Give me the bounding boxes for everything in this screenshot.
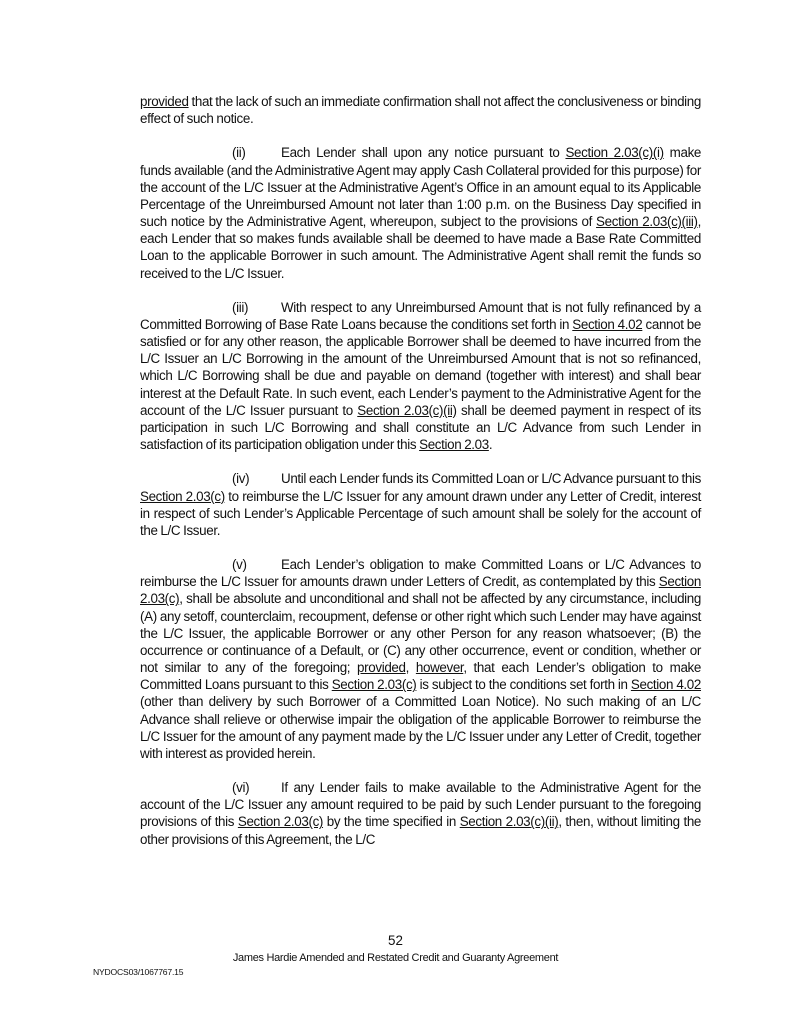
paragraph-number: (vi)	[232, 780, 250, 796]
cross-reference: Section 2.03(c)(ii)	[459, 814, 559, 830]
paragraph-number: (iii)	[232, 299, 249, 315]
cross-reference: Section 2.03(c)	[140, 488, 225, 504]
paragraph-number: (ii)	[232, 145, 246, 161]
cross-reference: Section 2.03(c)	[140, 574, 701, 607]
paragraph-number: (v)	[232, 557, 247, 573]
document-body	[140, 93, 701, 865]
cross-reference: Section 2.03(c)	[331, 677, 417, 693]
cross-reference: provided	[140, 94, 189, 109]
footer-title: James Hardie Amended and Restated Credit and Guaranty Agreement	[232, 952, 559, 964]
cross-reference: however	[415, 660, 464, 676]
paragraph-continuation: provided that the lack of such an immediate confirmation shall not affect the conclusiveness or binding effect of such notice.	[140, 94, 701, 127]
paragraph-vi: (vi) If any Lender fails to make available to the Administrative Agent for the account of the L/C Issuer any amount required to be paid by such Lender pursuant to the foregoing provisions of this Section 2.03(c) by the time specified in Section 2.03(c)(ii), then, without limiting the other provisions of this Agreement, the L/C	[140, 780, 702, 847]
cross-reference: Section 4.02	[572, 317, 643, 332]
paragraph-v: (v) Each Lender’s obligation to make Committed Loans or L/C Advances to reimburse the L/C Issuer for amounts drawn under Letters of Credit, as contemplated by this Section 2.03(c), shall be absolute and unconditional and shall not be affected by any circumstance, including (A) any setoff, counterclaim, recoupment, defense or other right which such Lender may have against the L/C Issuer, the applicable Borrower or any other Person for any reason whatsoever; (B) the occurrence or continuance of a Default, or (C) any other occurrence, event or condition, whether or not similar to any of the foregoing; provided, however, that each Lender’s obligation to make Committed Loans pursuant to this Section 2.03(c) is subject to the conditions set forth in Section 4.02 (other than delivery by such Borrower of a Committed Loan Notice). No such making of an L/C Advance shall relieve or otherwise impair the obligation of the applicable Borrower to reimburse the L/C Issuer for the amount of any payment made by the L/C Issuer under any Letter of Credit, together with interest as provided herein.	[140, 557, 702, 761]
cross-reference: Section 2.03(c)	[237, 814, 324, 830]
document-id: NYDOCS03/1067767.15	[93, 967, 184, 977]
cross-reference: Section 2.03(c)(ii)	[357, 402, 457, 418]
paragraph-number: (iv)	[232, 471, 250, 487]
cross-reference: Section 2.03	[419, 437, 489, 453]
page-number: 52	[388, 933, 403, 948]
cross-reference: Section 2.03(c)(iii)	[596, 214, 698, 230]
cross-reference: Section 2.03(c)(i)	[565, 145, 664, 161]
cross-reference: provided	[357, 660, 406, 676]
paragraph-iii: (iii) With respect to any Unreimbursed Amount that is not fully refinanced by a Committed Borrowing of Base Rate Loans because the conditions set forth in Section 4.02 cannot be satisfied or for any other reason, the applicable Borrower shall be deemed to have incurred from the L/C Issuer an L/C Borrowing in the amount of the Unreimbursed Amount that is not so refinanced, which L/C Borrowing shall be due and payable on demand (together with interest) and shall bear interest at the Default Rate. In such event, each Lender’s payment to the Administrative Agent for the account of the L/C Issuer pursuant to Section 2.03(c)(ii) shall be deemed payment in respect of its participation in such L/C Borrowing and shall constitute an L/C Advance from such Lender in satisfaction of its participation obligation under this Section 2.03.	[140, 299, 702, 453]
paragraph-iv: (iv) Until each Lender funds its Committed Loan or L/C Advance pursuant to this Section 2.03(c) to reimburse the L/C Issuer for any amount drawn under any Letter of Credit, interest in respect of such Lender’s Applicable Percentage of such amount shall be solely for the account of the L/C Issuer.	[140, 471, 701, 538]
cross-reference: Section 4.02	[630, 677, 702, 693]
paragraph-ii: (ii) Each Lender shall upon any notice pursuant to Section 2.03(c)(i) make funds available (and the Administrative Agent may apply Cash Collateral provided for this purpose) for the account of the L/C Issuer at the Administrative Agent’s Office in an amount equal to its Applicable Percentage of the Unreimbursed Amount not later than 1:00 p.m. on the Business Day specified in such notice by the Administrative Agent, whereupon, subject to the provisions of Section 2.03(c)(iii), each Lender that so makes funds available shall be deemed to have made a Base Rate Committed Loan to the applicable Borrower in such amount. The Administrative Agent shall remit the funds so received to the L/C Issuer.	[140, 145, 702, 281]
